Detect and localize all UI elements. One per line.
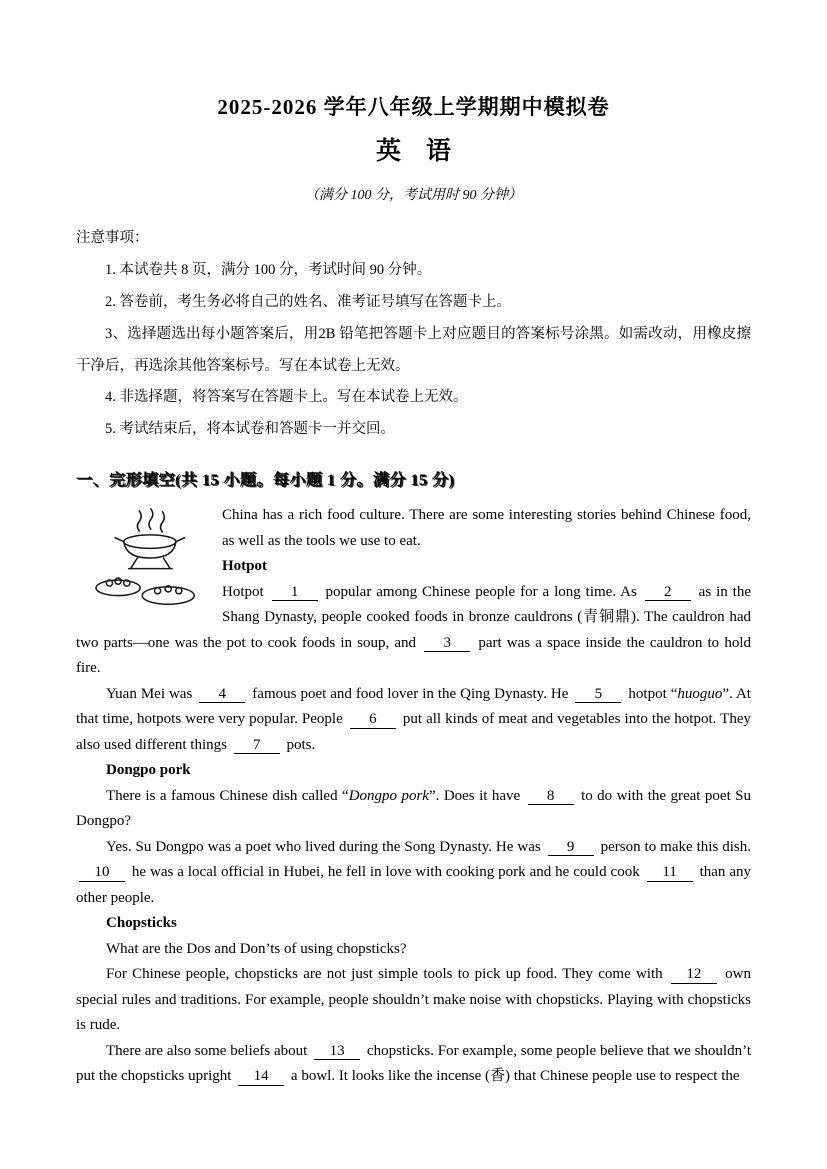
passage-text: a bowl. It looks like the incense (香) that Chinese people use to respect the: [287, 1068, 740, 1085]
hotpot-illustration-icon: [82, 505, 212, 611]
passage-text: Dongpo pork: [106, 762, 191, 779]
cloze-blank-2: 2: [645, 584, 691, 602]
passage-paragraph: [76, 784, 751, 835]
food-clipart-image: [82, 505, 212, 611]
passage-text: There is a famous Chinese dish called “: [106, 787, 349, 804]
note-item-3: 3、选择题选出每小题答案后，用2B 铅笔把答题卡上对应题目的答案标号涂黑。如需改动，用橡皮擦干净后，再选涂其他答案标号。写在本试卷上无效。: [76, 325, 751, 374]
subject-title: 英 语: [375, 138, 451, 166]
passage-text: For Chinese people, chopsticks are not just simple tools to pick up food. They come with: [106, 966, 668, 983]
cloze-blank-14: 14: [238, 1068, 284, 1086]
section-heading-cloze: 一、完形填空(共 15 小题。每小题 1 分。满分 15 分): [76, 472, 455, 490]
passage-text: Hotpot: [222, 583, 269, 600]
passage-text: as in the Shang Dynasty, people cooked foods in bronze cauldrons (青铜鼎). The cauldron had two parts—one was the pot to cook foods in soup, and: [76, 583, 751, 651]
passage-text: Yuan Mei was: [106, 685, 197, 702]
passage-text: famous poet and food lover in the Qing Dynasty. He: [248, 685, 573, 702]
exam-info-line: （满分 100 分，考试用时 90 分钟）: [305, 188, 522, 204]
cloze-blank-12: 12: [671, 966, 717, 984]
cloze-blank-11: 11: [647, 864, 693, 882]
notes-section: [76, 223, 751, 446]
cloze-blank-6: 6: [350, 711, 396, 729]
passage-text: than any other people.: [76, 864, 751, 906]
passage-text: person to make this dish.: [596, 838, 751, 855]
passage-paragraph: [76, 962, 751, 1039]
notes-heading: 注意事项：: [76, 229, 149, 246]
passage-text: part was a space inside the cauldron to hold fire.: [76, 634, 751, 677]
passage-heading: [76, 911, 751, 937]
passage-text: Hotpot: [222, 558, 267, 575]
passage-text: ”. At that time, hotpots were very popular. People: [76, 685, 751, 728]
passage-text: he was a local official in Hubei, he fell in love with cooking pork and he could cook: [128, 864, 644, 881]
cloze-blank-4: 4: [199, 686, 245, 704]
passage-text: There are also some beliefs about: [106, 1042, 312, 1059]
passage-text: Dongpo pork: [348, 787, 429, 804]
passage-paragraph: [76, 937, 751, 963]
passage-text: popular among Chinese people for a long time. As: [320, 583, 642, 600]
cloze-blank-10: 10: [79, 864, 125, 882]
passage-paragraph: [76, 682, 751, 759]
passage-text: pots.: [282, 736, 316, 753]
passage-text: hotpot “: [624, 685, 678, 702]
cloze-blank-7: 7: [234, 737, 280, 755]
passage-paragraph: [76, 1039, 751, 1090]
passage-text: Yes. Su Dongpo was a poet who lived during the Song Dynasty. He was: [106, 838, 545, 855]
note-item-2: 2. 答卷前，考生务必将自己的姓名、准考证号填写在答题卡上。: [105, 293, 511, 310]
passage-text: to do with the great poet Su Dongpo?: [76, 787, 752, 830]
passage-paragraph: [76, 835, 751, 912]
passage-text: China has a rich food culture. There are some interesting stories behind Chinese food, as well as the tools we use to eat.: [222, 507, 751, 549]
passage-text: put all kinds of meat and vegetables into the hotpot. They also used different things: [76, 711, 751, 753]
cloze-blank-1: 1: [272, 584, 318, 602]
passage-text: chopsticks. For example, some people believe that we shouldn’t put the chopsticks upright: [76, 1042, 751, 1085]
note-item-1: 1. 本试卷共 8 页，满分 100 分，考试时间 90 分钟。: [105, 261, 432, 278]
passage-text: own special rules and traditions. For example, people shouldn’t make noise with chopsticks. Playing with chopsticks is rude.: [76, 966, 751, 1034]
cloze-passage: [76, 503, 751, 1090]
note-item-4: 4. 非选择题，将答案写在答题卡上。写在本试卷上无效。: [105, 389, 468, 406]
passage-text: What are the Dos and Don’ts of using chopsticks?: [106, 940, 407, 957]
cloze-blank-9: 9: [548, 839, 594, 857]
passage-text: Chopsticks: [106, 915, 177, 932]
exam-title: 2025-2026 学年八年级上学期期中模拟卷: [217, 95, 610, 119]
cloze-blank-3: 3: [424, 635, 470, 653]
passage-text: huoguo: [677, 685, 723, 702]
note-item-5: 5. 考试结束后，将本试卷和答题卡一并交回。: [105, 421, 395, 438]
cloze-blank-13: 13: [314, 1043, 360, 1061]
passage-text: ”. Does it have: [428, 787, 525, 804]
passage-heading: [76, 758, 751, 784]
cloze-blank-8: 8: [528, 788, 574, 806]
cloze-blank-5: 5: [575, 686, 621, 704]
